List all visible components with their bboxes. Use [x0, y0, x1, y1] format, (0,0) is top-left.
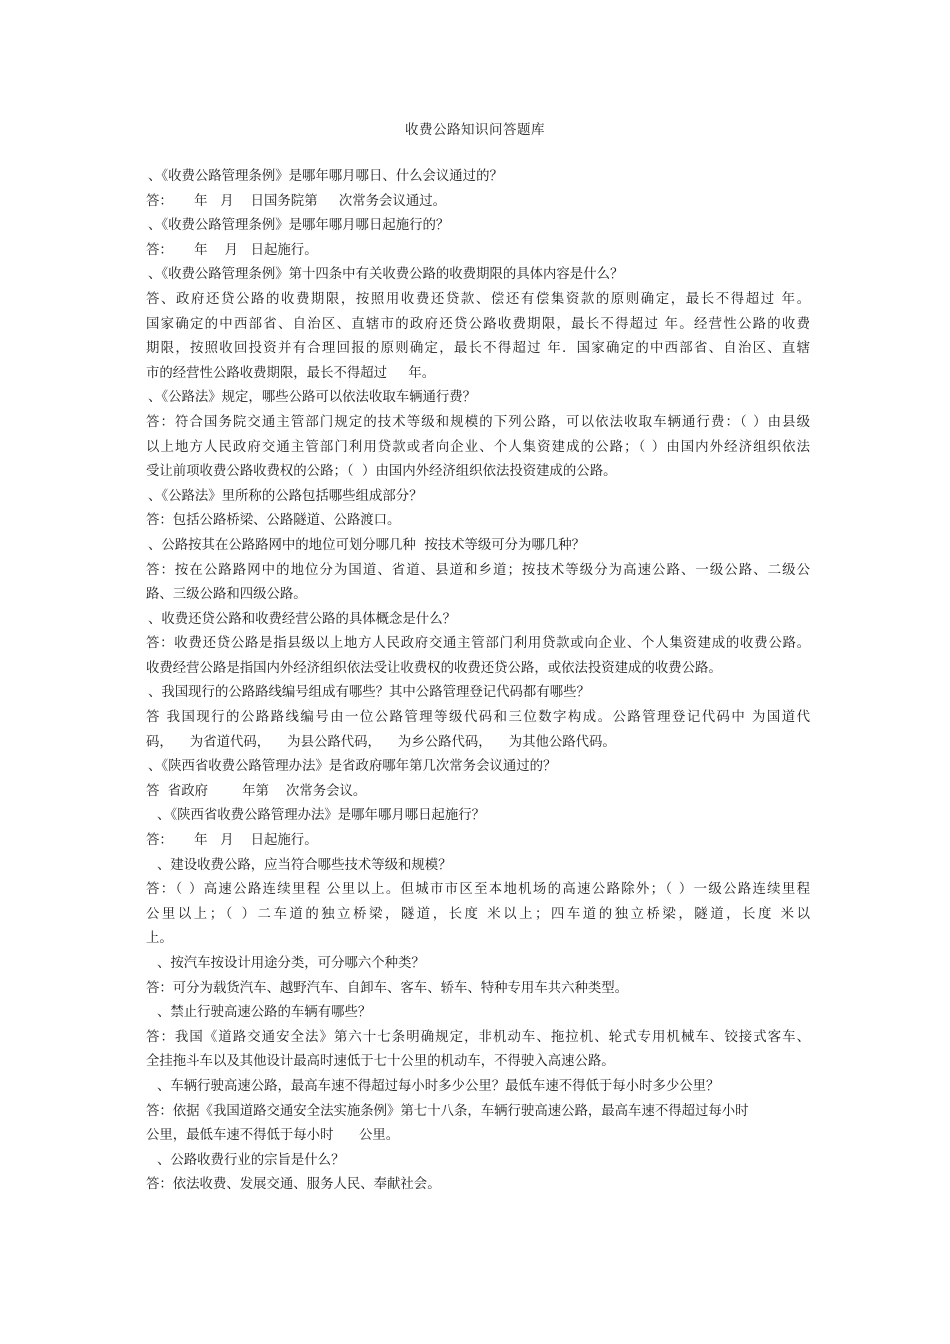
- answer-8-line-1: 答 我国现行的公路路线编号由一位公路管理等级代码和三位数字构成。公路管理登记代码中 为国道代: [146, 710, 810, 726]
- answer-5: 答：包括公路桥梁、公路隧道、公路渡口。: [146, 513, 401, 529]
- answer-13-line-2: 全挂拖斗车以及其他设计最高时速低于七十公里的机动车，不得驶入高速公路。: [146, 1054, 615, 1070]
- answer-13-line-1: 答：我国《道路交通安全法》第六十七条明确规定，非机动车、拖拉机、轮式专用机械车、铰接式客车、: [146, 1029, 810, 1045]
- answer-4-line-1: 答：符合国务院交通主管部门规定的技术等级和规模的下列公路，可以依法收取车辆通行费：（ ）由县级: [146, 414, 810, 430]
- answer-8-line-2: 码， 为省道代码， 为县公路代码， 为乡公路代码， 为其他公路代码。: [146, 734, 616, 750]
- answer-6-line-1: 答：按在公路路网中的地位分为国道、省道、县道和乡道；按技术等级分为高速公路、一级公路、二级公: [146, 562, 810, 578]
- answer-11-line-1: 答：（ ）高速公路连续里程 公里以上。但城市市区至本地机场的高速公路除外；（ ）一级公路连续里程: [146, 882, 810, 898]
- answer-7-line-2: 收费经营公路是指国内外经济组织依法受让收费权的收费还贷公路，或依法投资建成的收费公路。: [146, 660, 722, 676]
- answer-14-line-1: 答：依据《我国道路交通安全法实施条例》第七十八条，车辆行驶高速公路，最高车速不得超过每小时: [146, 1103, 749, 1119]
- answer-4-line-2: 以上地方人民政府交通主管部门利用贷款或者向企业、个人集资建成的公路；（ ）由国内外经济组织依法: [146, 439, 810, 455]
- question-1: 、《收费公路管理条例》是哪年哪月哪日、什么会议通过的？: [148, 169, 503, 184]
- question-6: 、公路按其在公路路网中的地位可划分哪几种 按技术等级可分为哪几种？: [148, 537, 586, 553]
- question-14: 、车辆行驶高速公路，最高车速不得超过每小时多少公里？最低车速不得低于每小时多少公里？: [157, 1078, 720, 1094]
- document-body: [146, 165, 810, 1198]
- answer-3-line-4: 市的经营性公路收费期限，最长不得超过 年。: [146, 365, 436, 381]
- question-8: 、我国现行的公路路线编号组成有哪些？其中公路管理登记代码都有哪些？: [148, 685, 590, 701]
- question-2: 、《收费公路管理条例》是哪年哪月哪日起施行的？: [148, 218, 450, 234]
- answer-4-line-3: 受让前项收费公路收费权的公路；（ ）由国内外经济组织依法投资建成的公路。: [146, 464, 617, 480]
- answer-6-line-2: 路、三级公路和四级公路。: [146, 587, 307, 603]
- question-9: 、《陕西省收费公路管理办法》是省政府哪年第几次常务会议通过的？: [148, 759, 557, 775]
- question-5: 、《公路法》里所称的公路包括哪些组成部分？: [148, 488, 423, 504]
- answer-2: 答： 年 月 日起施行。: [146, 242, 318, 258]
- answer-11-line-2: 公里以上；（ ）二车道的独立桥梁，隧道，长度 米以上；四车道的独立桥梁，隧道，长度 米以: [146, 906, 810, 922]
- answer-15: 答：依法收费、发展交通、服务人民、奉献社会。: [146, 1177, 441, 1193]
- question-10: 、《陕西省收费公路管理办法》是哪年哪月哪日起施行？: [157, 808, 486, 824]
- answer-14-line-2: 公里，最低车速不得低于每小时 公里。: [146, 1128, 400, 1144]
- question-7: 、收费还贷公路和收费经营公路的具体概念是什么？: [148, 611, 456, 627]
- answer-3-line-2: 国家确定的中西部省、自治区、直辖市的政府还贷公路收费期限，最长不得超过 年。经营性公路的收费: [146, 316, 810, 332]
- question-13: 、禁止行驶高速公路的车辆有哪些？: [157, 1005, 372, 1021]
- question-15: 、公路收费行业的宗旨是什么？: [157, 1152, 345, 1168]
- answer-1: 答： 年 月 日国务院第 次常务会议通过。: [146, 193, 446, 209]
- question-3: 、《收费公路管理条例》第十四条中有关收费公路的收费期限的具体内容是什么？: [148, 267, 624, 283]
- document-title: 收费公路知识问答题库: [405, 122, 545, 138]
- question-11: 、建设收费公路，应当符合哪些技术等级和规模？: [157, 857, 452, 873]
- question-12: 、按汽车按设计用途分类，可分哪六个种类？: [157, 956, 425, 971]
- answer-3-line-1: 答、政府还贷公路的收费期限，按照用收费还贷款、偿还有偿集资款的原则确定，最长不得超过 年。: [146, 291, 810, 307]
- answer-3-line-3: 期限，按照收回投资并有合理回报的原则确定，最长不得超过 年．国家确定的中西部省、自治区、直辖: [146, 341, 810, 357]
- answer-9: 答 省政府 年第 次常务会议。: [146, 783, 367, 799]
- answer-7-line-1: 答：收费还贷公路是指县级以上地方人民政府交通主管部门利用贷款或向企业、个人集资建成的收费公路。: [146, 636, 810, 652]
- question-4: 、《公路法》规定，哪些公路可以依法收取车辆通行费？: [148, 390, 477, 406]
- answer-10: 答： 年 月 日起施行。: [146, 833, 318, 849]
- answer-12: 答：可分为载货汽车、越野汽车、自卸车、客车、轿车、特种专用车共六种类型。: [146, 980, 629, 996]
- answer-11-line-3: 上。: [146, 931, 173, 947]
